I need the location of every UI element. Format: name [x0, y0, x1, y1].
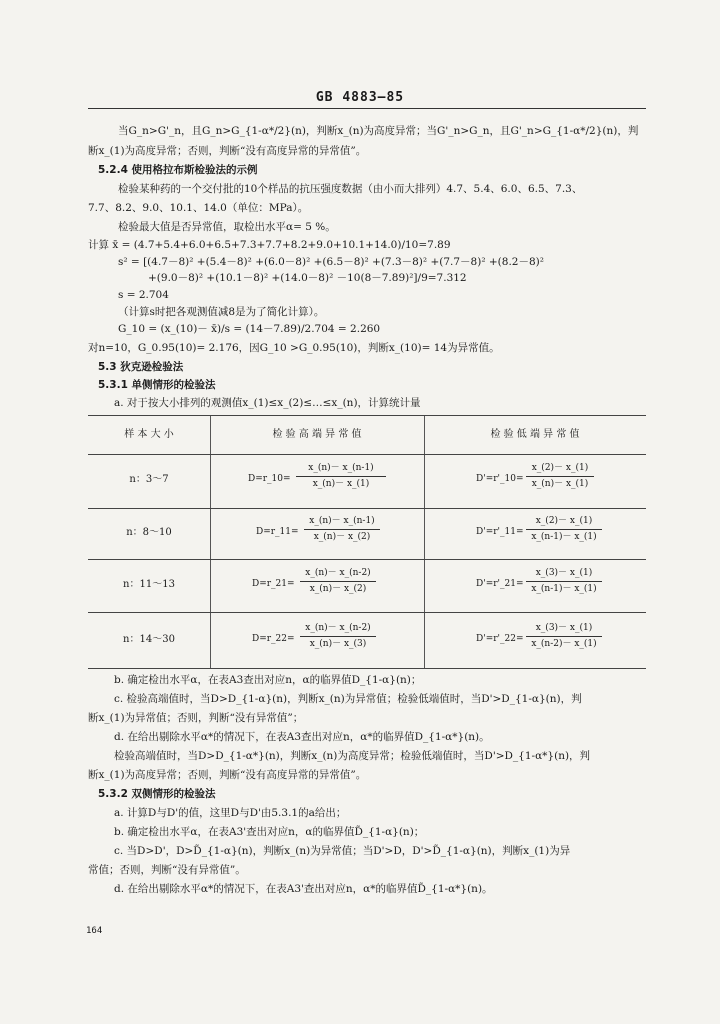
text-line: 断x_(1)为高度异常；否则，判断“没有高度异常的异常值”。	[88, 769, 367, 781]
fraction-bar	[526, 636, 602, 637]
table-header: 检 验 高 端 异 常 值	[272, 429, 362, 440]
section-heading: 5.3.2 双侧情形的检验法	[98, 788, 216, 800]
fraction-bar	[300, 581, 376, 582]
formula-numerator: x_(n)－ x_(n-1)	[309, 516, 375, 526]
calc-line: 计算 x̄ = (4.7+5.4+6.0+6.5+7.3+7.7+8.2+9.0+10.1+14.0)/10=7.89	[88, 239, 451, 251]
text-line: 断x_(1)为高度异常；否则，判断“没有高度异常的异常值”。	[88, 145, 367, 157]
formula-numerator: x_(n)－ x_(n-1)	[308, 463, 374, 473]
fraction-formula	[526, 568, 602, 595]
sample-size-cell: n：14～30	[123, 634, 175, 645]
formula-denominator: x_(n)－ x_(3)	[309, 639, 367, 649]
calc-line: s = 2.704	[118, 289, 169, 301]
text-line: b. 确定检出水平α，在表A3查出对应n，α的临界值D_{1-α}(n)；	[114, 674, 422, 686]
formula-numerator: x_(2)－ x_(1)	[535, 516, 593, 526]
text-line: 对n=10，G_0.95(10)= 2.176，因G_10 >G_0.95(10)，判断x_(10)= 14为异常值。	[88, 342, 500, 354]
text-line: 检验最大值是否异常值，取检出水平α= 5 %。	[118, 221, 336, 233]
fraction-formula	[300, 568, 376, 595]
formula-lhs: D'=r'_11=	[476, 527, 524, 537]
text-line: a. 对于按大小排列的观测值x_(1)≤x_(2)≤…≤x_(n)，计算统计量	[114, 397, 421, 409]
formula-denominator: x_(n)－ x_(2)	[309, 584, 367, 594]
fraction-formula	[300, 623, 376, 650]
fraction-bar	[304, 529, 380, 530]
formula-denominator: x_(n)－ x_(1)	[312, 479, 370, 489]
fraction-bar	[300, 636, 376, 637]
text-line: d. 在给出剔除水平α*的情况下，在表A3查出对应n，α*的临界值D_{1-α*}(n)。	[114, 731, 490, 743]
table-rule	[88, 612, 646, 613]
fraction-formula	[304, 516, 380, 543]
table-rule	[88, 454, 646, 455]
text-line: 常值；否则，判断“没有异常值”。	[88, 864, 246, 876]
formula-denominator: x_(n-1)－ x_(1)	[531, 584, 597, 594]
text-line: 检验高端值时，当D>D_{1-α*}(n)，判断x_(n)为高度异常；检验低端值时，当D'>D_{1-α*}(n)，判	[114, 750, 591, 762]
text-line: c. 检验高端值时，当D>D_{1-α}(n)，判断x_(n)为异常值；检验低端值时，当D'>D_{1-α}(n)，判	[114, 693, 582, 705]
fraction-bar	[296, 476, 386, 477]
formula-lhs: D'=r'_10=	[476, 474, 524, 484]
section-heading: 5.3 狄克逊检验法	[98, 361, 184, 373]
page-number: 164	[86, 926, 103, 936]
formula-denominator: x_(n)－ x_(2)	[313, 532, 371, 542]
formula-denominator: x_(n-1)－ x_(1)	[531, 532, 597, 542]
section-heading: 5.3.1 单侧情形的检验法	[98, 379, 216, 391]
text-line: 检验某种药的一个交付批的10个样品的抗压强度数据（由小而大排列）4.7、5.4、6.0、6.5、7.3、	[118, 183, 583, 195]
formula-numerator: x_(3)－ x_(1)	[535, 623, 593, 633]
text-line: 7.7、8.2、9.0、10.1、14.0（单位：MPa）。	[88, 202, 309, 214]
text-line: 断x_(1)为异常值；否则，判断“没有异常值”；	[88, 712, 304, 724]
fraction-formula	[526, 516, 602, 543]
fraction-formula	[526, 463, 594, 490]
fraction-bar	[526, 529, 602, 530]
header-rule	[88, 108, 646, 109]
formula-lhs: D=r_22=	[252, 634, 295, 644]
section-heading: 5.2.4 使用格拉布斯检验法的示例	[98, 164, 258, 176]
text-line: （计算s时把各观测值减8是为了简化计算）。	[118, 306, 325, 318]
formula-lhs: D=r_11=	[256, 527, 299, 537]
text-line: a. 计算D与D'的值，这里D与D'由5.3.1的a给出；	[114, 807, 347, 819]
formula-denominator: x_(n)－ x_(1)	[531, 479, 589, 489]
fraction-bar	[526, 581, 602, 582]
formula-lhs: D=r_10=	[248, 474, 291, 484]
formula-lhs: D'=r'_21=	[476, 579, 524, 589]
dixon-statistic-table	[88, 415, 646, 669]
fraction-formula	[526, 623, 602, 650]
formula-numerator: x_(n)－ x_(n-2)	[305, 623, 371, 633]
calc-line: s² = [(4.7－8)² +(5.4－8)² +(6.0－8)² +(6.5－8)² +(7.3－8)² +(7.7－8)² +(8.2－8)²	[118, 256, 544, 268]
calc-line: +(9.0－8)² +(10.1－8)² +(14.0－8)² －10(8－7.89)²]/9=7.312	[148, 272, 467, 284]
formula-lhs: D=r_21=	[252, 579, 295, 589]
text-line: b. 确定检出水平α，在表A3'查出对应n，α的临界值D̃_{1-α}(n)；	[114, 826, 425, 838]
text-line: d. 在给出剔除水平α*的情况下，在表A3'查出对应n，α*的临界值D̃_{1-α*}(n)。	[114, 883, 493, 895]
sample-size-cell: n：8～10	[126, 527, 172, 538]
calc-line: G_10 = (x_(10)－ x̄)/s = (14－7.89)/2.704 = 2.260	[118, 323, 381, 335]
fraction-bar	[526, 476, 594, 477]
text-line: 当G_n>G'_n，且G_n>G_{1-α*/2}(n)，判断x_(n)为高度异常；当G'_n>G_n，且G'_n>G_{1-α*/2}(n)，判	[118, 125, 639, 137]
formula-lhs: D'=r'_22=	[476, 634, 524, 644]
formula-numerator: x_(2)－ x_(1)	[531, 463, 589, 473]
table-rule	[88, 508, 646, 509]
formula-numerator: x_(n)－ x_(n-2)	[305, 568, 371, 578]
table-header: 检 验 低 端 异 常 值	[490, 429, 580, 440]
sample-size-cell: n：11～13	[123, 579, 175, 590]
sample-size-cell: n：3～7	[129, 474, 169, 485]
fraction-formula	[296, 463, 386, 490]
formula-denominator: x_(n-2)－ x_(1)	[531, 639, 597, 649]
table-header: 样 本 大 小	[124, 429, 174, 440]
formula-numerator: x_(3)－ x_(1)	[535, 568, 593, 578]
standard-code: GB 4883—85	[315, 90, 405, 105]
table-rule	[88, 559, 646, 560]
text-line: c. 当D>D'，D>D̃_{1-α}(n)，判断x_(n)为异常值；当D'>D，D'>D̃_{1-α}(n)，判断x_(1)为异	[114, 845, 571, 857]
